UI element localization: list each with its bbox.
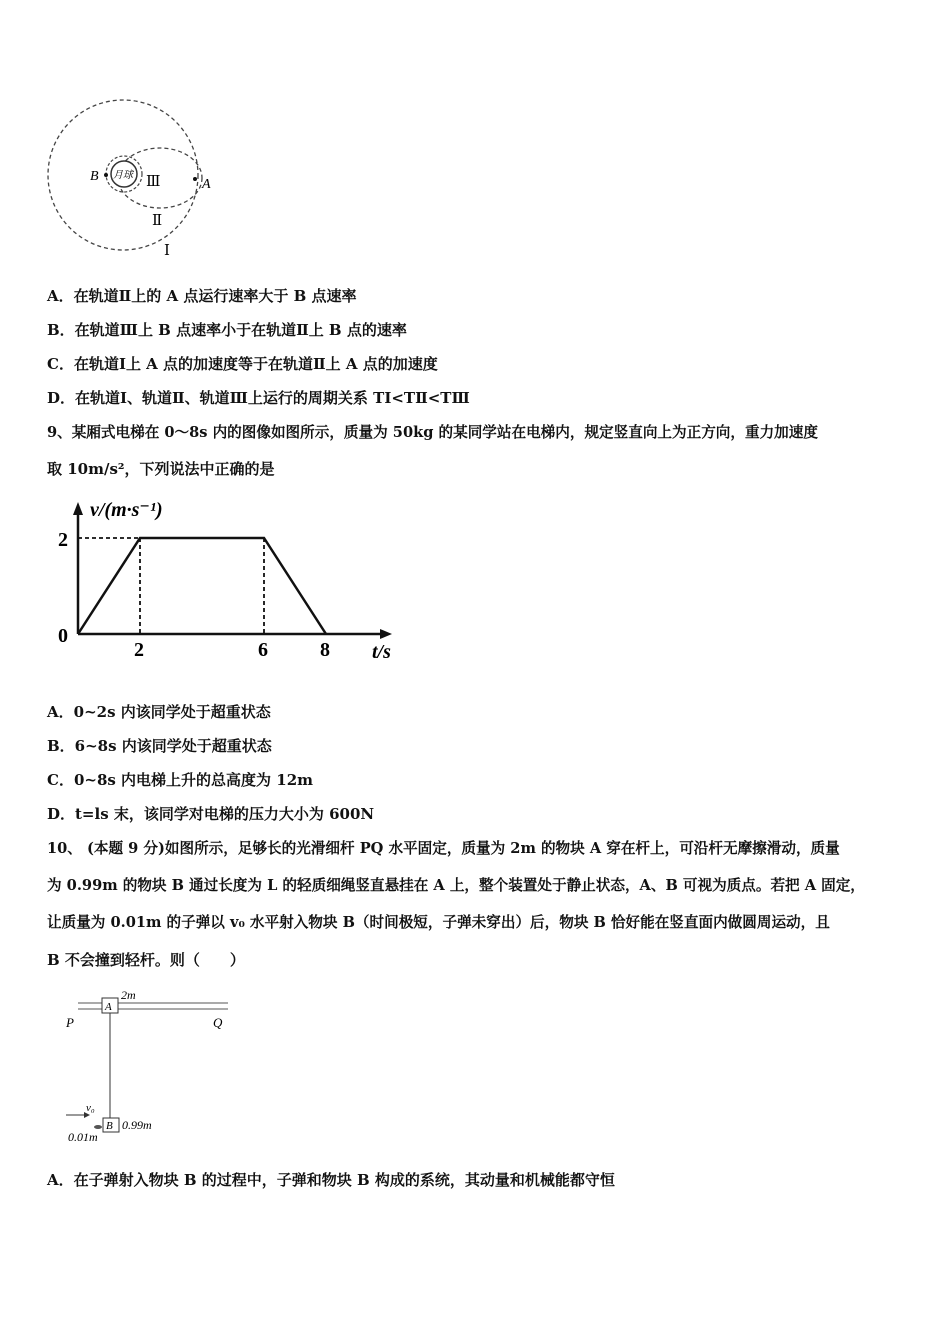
orbit-diagram	[40, 95, 230, 265]
q10-stem-line2: 为 0.99m 的物块 B 通过长度为 L 的轻质细绳竖直悬挂在 A 上，整个装置处于静止状态，A、B 可视为质点。若把 A 固定，	[47, 877, 865, 894]
q8-option-d: D．在轨道Ⅰ、轨道Ⅱ、轨道Ⅲ上运行的周期关系 TⅠ<TⅡ<TⅢ	[47, 389, 470, 407]
q9-option-c: C．0~8s 内电梯上升的总高度为 12m	[47, 771, 314, 789]
point-B-dot	[104, 173, 108, 177]
label-P: P	[66, 1015, 74, 1030]
q10-stem-line1: 10、 (本题 9 分)如图所示，足够长的光滑细杆 PQ 水平固定，质量为 2m 的物块 A 穿在杆上，可沿杆无摩擦滑动，质量	[47, 840, 840, 857]
bullet	[94, 1125, 102, 1129]
orbit-I-label: Ⅰ	[164, 243, 170, 259]
q9-option-b: B．6~8s 内该同学处于超重状态	[47, 737, 272, 755]
rod-pendulum-diagram	[60, 985, 240, 1145]
orbit-III-label: Ⅲ	[146, 174, 161, 190]
x-tick-label-8: 8	[320, 639, 330, 661]
q8-option-a: A．在轨道Ⅱ上的 A 点运行速率大于 B 点速率	[47, 287, 357, 305]
block-B-mass: 0.99m	[122, 1118, 152, 1132]
origin-label: 0	[58, 625, 68, 647]
block-A-label: A	[105, 1001, 112, 1013]
orbit-II-label: Ⅱ	[152, 213, 163, 229]
velocity-time-chart	[50, 490, 410, 680]
point-A-label: A	[202, 177, 211, 192]
velocity-series-line	[78, 538, 326, 634]
q10-stem-line3: 让质量为 0.01m 的子弹以 v₀ 水平射入物块 B（时间极短，子弹未穿出）后，物块 B 恰好能在竖直面内做圆周运动，且	[47, 914, 830, 931]
x-tick-label-2: 2	[134, 639, 144, 661]
bullet-mass: 0.01m	[68, 1130, 98, 1144]
velocity-label: v₀	[86, 1102, 95, 1114]
point-A-dot	[193, 177, 197, 181]
x-axis-title: t/s	[372, 641, 391, 663]
q9-stem-line2: 取 10m/s²，下列说法中正确的是	[47, 460, 275, 478]
label-Q: Q	[213, 1015, 223, 1030]
block-A-mass: 2m	[121, 988, 136, 1002]
y-axis-arrow	[73, 502, 83, 515]
q9-stem-line1: 9、某厢式电梯在 0～8s 内的图像如图所示，质量为 50kg 的某同学站在电梯内，规定竖直向上为正方向，重力加速度	[47, 424, 818, 441]
q10-option-a: A．在子弹射入物块 B 的过程中，子弹和物块 B 构成的系统，其动量和机械能都守恒	[47, 1171, 615, 1189]
x-axis-arrow	[380, 629, 392, 639]
point-B-label: B	[90, 169, 99, 184]
moon-label: 月球	[113, 170, 133, 181]
q8-option-b: B．在轨道Ⅲ上 B 点速率小于在轨道Ⅱ上 B 点的速率	[47, 321, 407, 339]
block-B-label: B	[106, 1120, 113, 1132]
x-tick-label-6: 6	[258, 639, 268, 661]
q9-option-a: A．0~2s 内该同学处于超重状态	[47, 703, 271, 721]
q8-option-c: C．在轨道Ⅰ上 A 点的加速度等于在轨道Ⅱ上 A 点的加速度	[47, 355, 438, 373]
y-axis-title: v/(m·s⁻¹)	[90, 499, 163, 521]
q9-option-d: D．t=ls 末，该同学对电梯的压力大小为 600N	[47, 805, 375, 823]
y-tick-label-2: 2	[58, 529, 68, 551]
q10-stem-line4: B 不会撞到轻杆。则（ ）	[47, 951, 245, 969]
